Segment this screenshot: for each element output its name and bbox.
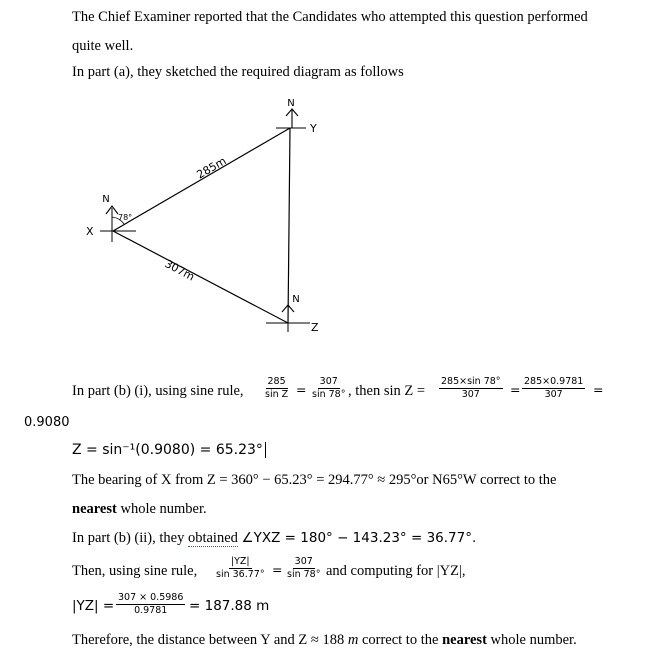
fraction-denominator: 0.9781: [134, 605, 168, 616]
fraction-285-over-sinz: [263, 376, 290, 401]
intro-line-3: In part (a), they sketched the required diagram as follows: [72, 64, 404, 80]
then-sin-z: , then sin Z =: [348, 383, 426, 399]
fraction-307-over-sin78-b: [285, 556, 322, 581]
fraction-denominator: 307: [544, 389, 563, 400]
intro-line-2: quite well.: [72, 38, 134, 54]
fraction-numerator: 285: [267, 376, 286, 387]
bearing-line-1: The bearing of X from Z = 360° − 65.23° = 294.77° ≈ 295°or N65°W correct to the: [72, 472, 557, 488]
vertex-label-z: Z: [311, 321, 319, 334]
fraction-285x0.9781-over-307: [522, 376, 585, 401]
sine-rule-2-lead: Then, using sine rule,: [72, 563, 198, 579]
yz-rhs: = 187.88 m: [189, 598, 270, 614]
fraction-numerator: |YZ|: [230, 556, 250, 567]
fraction-307x0.5986-over-0.9781: [116, 592, 185, 617]
bearing-diagram: [70, 90, 342, 348]
fraction-denominator: sin Z: [265, 389, 289, 400]
equals-sign: =: [510, 382, 521, 397]
equals-sign: =: [593, 382, 604, 397]
nearest-bold: nearest: [72, 501, 117, 517]
angle-label-x: 78°: [118, 213, 133, 222]
fraction-yz-over-sin3677: [214, 556, 267, 581]
bearing-line-2: nearest whole number.: [72, 501, 207, 517]
equals-sign: =: [272, 562, 283, 577]
intro-line-1: The Chief Examiner reported that the Candidates who attempted this question performed: [72, 9, 588, 25]
fraction-numerator: 307 × 0.5986: [118, 592, 184, 603]
z-angle-line: Z = sin⁻¹(0.9080) = 65.23°: [72, 442, 266, 458]
fraction-denominator: sin 78°: [287, 569, 321, 580]
north-label-x: N: [102, 194, 110, 205]
obtained-word: obtained: [187, 530, 238, 546]
nearest-bold: nearest: [442, 632, 487, 648]
conclusion-line: Therefore, the distance between Y and Z ≈ 188 m correct to the nearest whole number.: [72, 632, 577, 648]
side-yz: [288, 128, 290, 323]
part-b-i-lead: In part (b) (i), using sine rule,: [72, 383, 244, 399]
vertex-label-y: Y: [310, 122, 317, 135]
sine-rule-2-rest: and computing for |YZ|,: [326, 563, 466, 579]
fraction-denominator: sin 36.77°: [216, 569, 265, 580]
fraction-numerator: 285×0.9781: [524, 376, 584, 387]
fraction-numerator: 307: [319, 376, 338, 387]
north-label-y: N: [287, 98, 295, 109]
distance-label-xy: 285m: [194, 154, 229, 182]
fraction-307-over-sin78: [310, 376, 347, 401]
north-label-z: N: [292, 294, 300, 305]
fraction-285-sin78-over-307: [439, 376, 503, 401]
side-xz: [113, 231, 288, 323]
yz-lhs: |YZ| =: [72, 598, 115, 614]
fraction-numerator: 285×sin 78°: [441, 376, 501, 387]
fraction-numerator: 307: [294, 556, 313, 567]
part-b-ii-line: In part (b) (ii), they obtained ∠YXZ = 180° − 143.23° = 36.77°.: [72, 530, 477, 546]
vertex-label-x: X: [86, 225, 94, 238]
equals-sign: =: [296, 382, 307, 397]
fraction-denominator: 307: [461, 389, 480, 400]
distance-label-xz: 307m: [162, 257, 197, 284]
fraction-denominator: sin 78°: [312, 389, 346, 400]
sin-z-result: 0.9080: [24, 415, 70, 430]
